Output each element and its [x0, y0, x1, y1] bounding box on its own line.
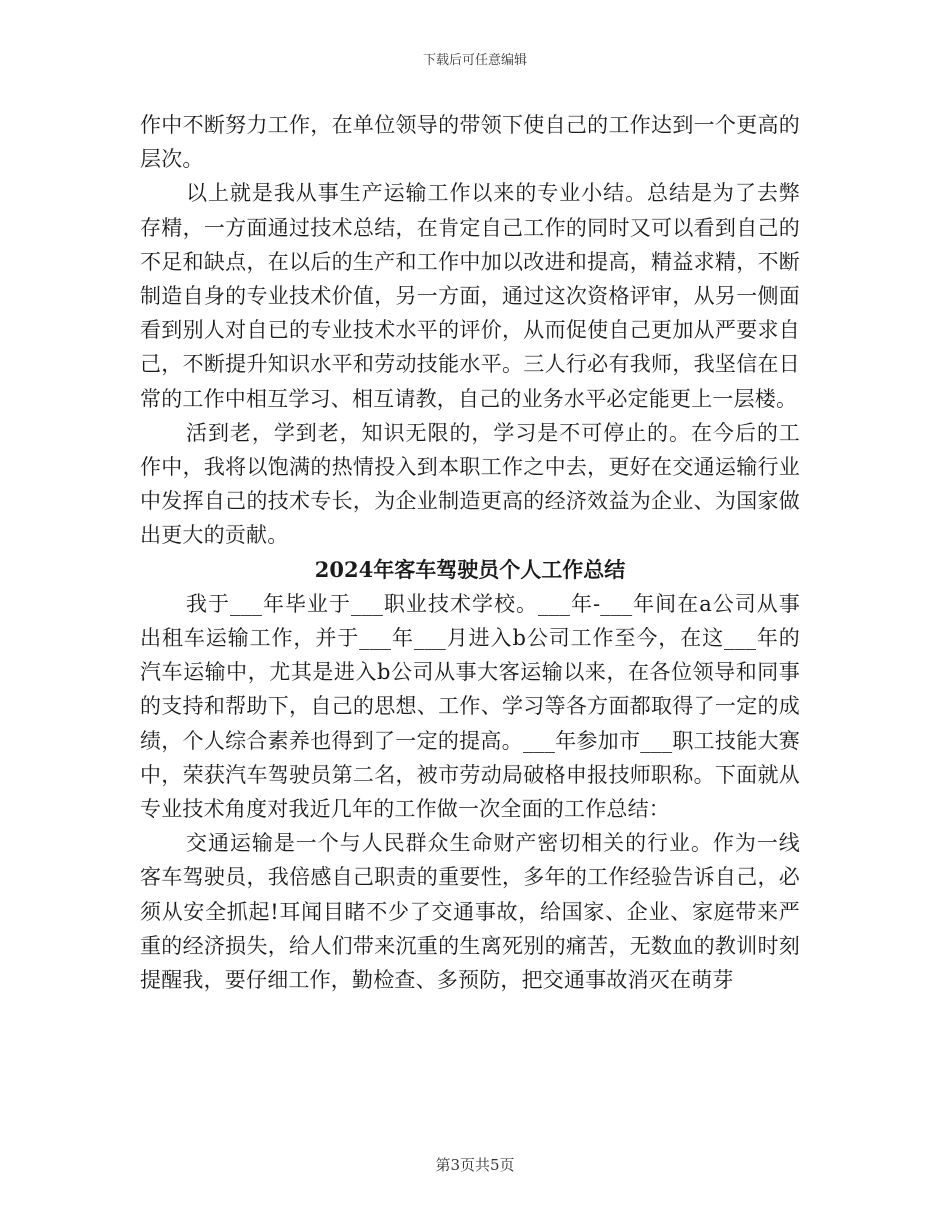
- document-body: [140, 108, 800, 997]
- paragraph-summary: 以上就是我从事生产运输工作以来的专业小结。总结是为了去弊存精，一方面通过技术总结，在肯定自己工作的同时又可以看到自己的不足和缺点，在以后的生产和工作中加以改进和提高，精益求精，不断制造自身的专业技术价值，另一方面，通过这次资格评审，从另一侧面看到别人对自已的专业技术水平的评价，从而促使自己更加从严要求自己，不断提升知识水平和劳动技能水平。三人行必有我师，我坚信在日常的工作中相互学习、相互请教，自己的业务水平必定能更上一层楼。: [140, 181, 800, 411]
- paragraph-background: 我于___年毕业于___职业技术学校。___年-___年间在a公司从事出租车运输工作，并于___年___月进入b公司工作至今，在这___年的汽车运输中，尤其是进入b公司从事大客运输以来，在各位领导和同事的支持和帮助下，自己的思想、工作、学习等各方面都取得了一定的成绩，个人综合素养也得到了一定的提高。___年参加市___职工技能大赛中，荣获汽车驾驶员第二名，被市劳动局破格申报技师职称。下面就从专业技术角度对我近几年的工作做一次全面的工作总结：: [140, 591, 800, 822]
- paragraph-lifelong-learning: 活到老，学到老，知识无限的，学习是不可停止的。在今后的工作中，我将以饱满的热情投入到本职工作之中去，更好在交通运输行业中发挥自己的技术专长，为企业制造更高的经济效益为企业、为国家做出更大的贡献。: [140, 420, 800, 548]
- section-title: 2024年客车驾驶员个人工作总结: [314, 556, 626, 582]
- paragraph-continuation: 作中不断努力工作，在单位领导的带领下使自己的工作达到一个更高的层次。: [140, 113, 800, 172]
- page-header: 下载后可任意编辑: [422, 53, 527, 68]
- paragraph-safety: 交通运输是一个与人民群众生命财产密切相关的行业。作为一线客车驾驶员，我倍感自己职责的重要性，多年的工作经验告诉自己，必须从安全抓起!耳闻目睹不少了交通事故，给国家、企业、家庭带来严重的经济损失，给人们带来沉重的生离死别的痛苦，无数血的教训时刻提醒我，要仔细工作，勤检查、多预防，把交通事故消灭在萌芽: [140, 831, 800, 993]
- page-footer: 第3页共5页: [435, 1156, 515, 1174]
